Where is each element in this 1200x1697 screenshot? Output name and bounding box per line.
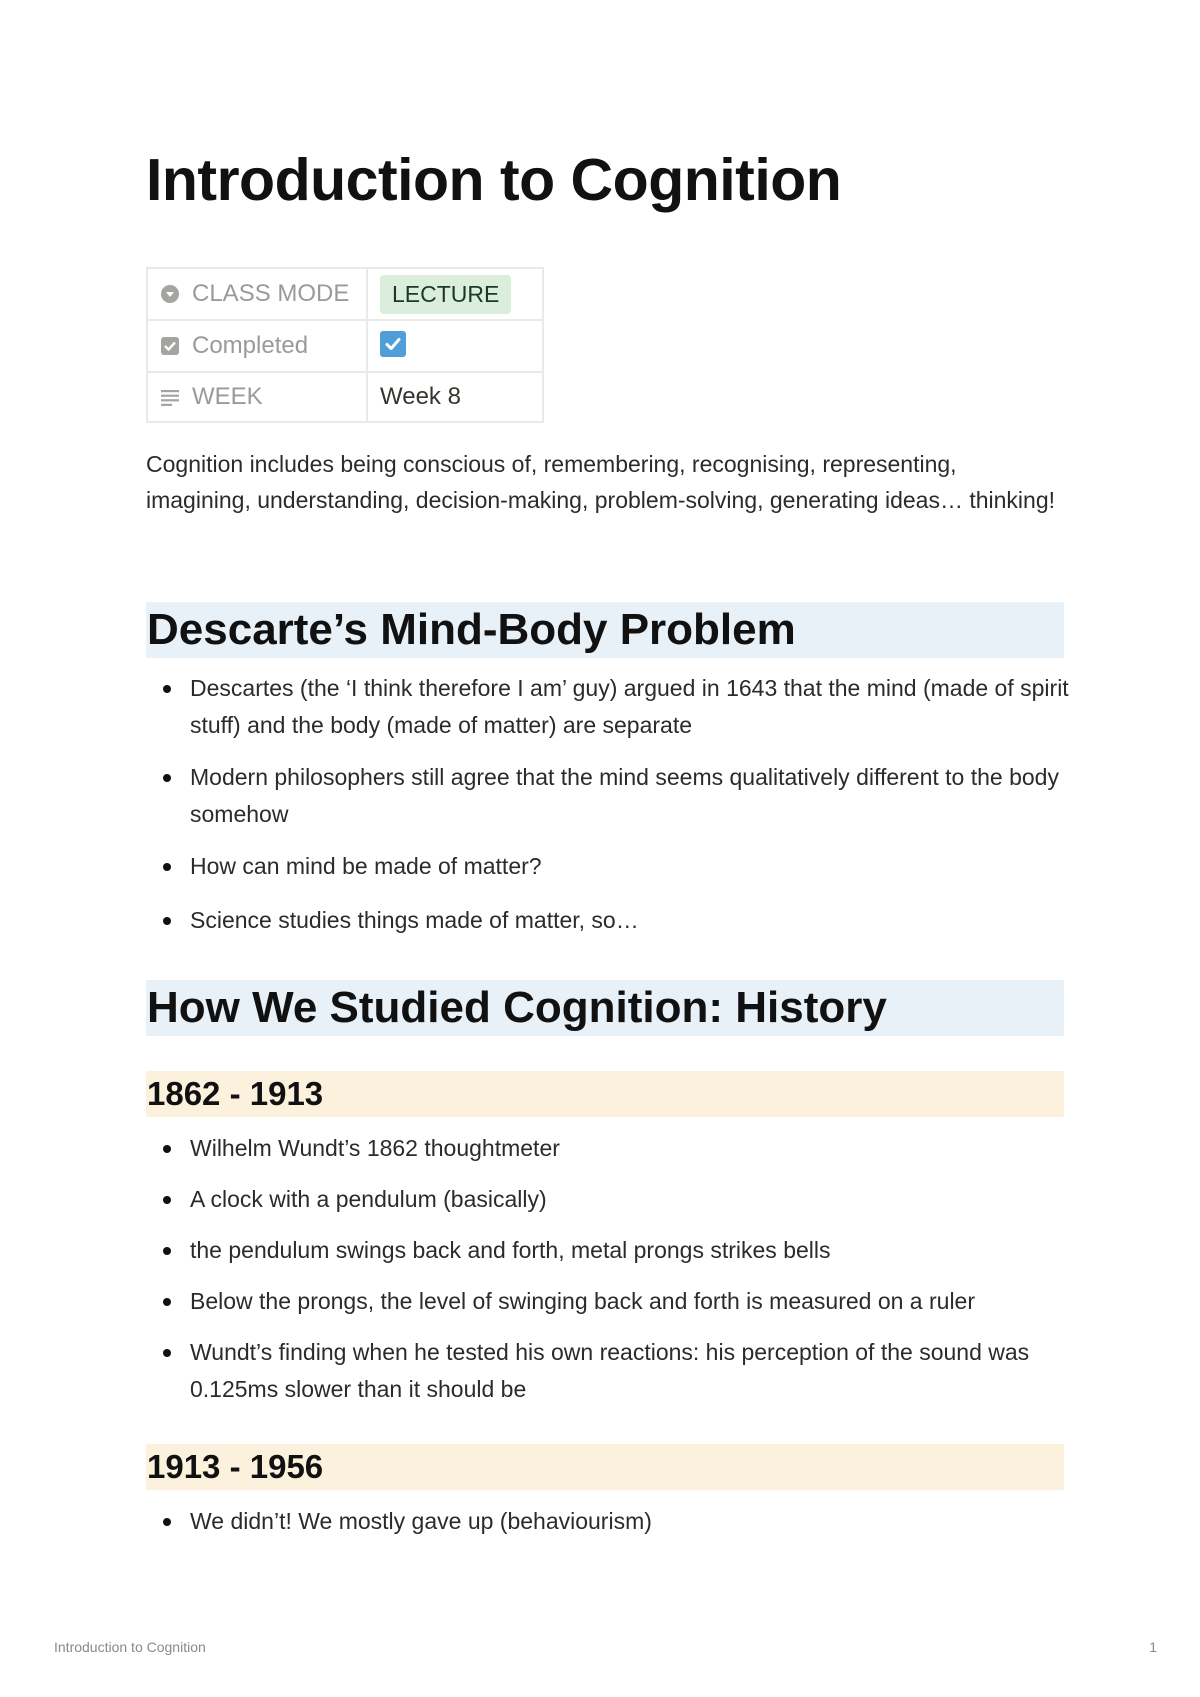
heading-period-1862-1913: 1862 - 1913 <box>146 1071 1064 1117</box>
list-item: Wilhelm Wundt’s 1862 thoughtmeter <box>146 1130 1076 1167</box>
property-label: CLASS MODE <box>192 280 350 307</box>
page-title: Introduction to Cognition <box>146 147 842 213</box>
list-item: We didn’t! We mostly gave up (behaviourism) <box>146 1503 1076 1540</box>
list-item: Science studies things made of matter, so… <box>146 902 1076 939</box>
property-row-week <box>147 372 543 422</box>
period-1862-bullet-list <box>146 1130 1076 1423</box>
checkbox-icon <box>160 336 180 356</box>
property-row-class-mode <box>147 268 543 320</box>
list-item: Wundt’s finding when he tested his own reactions: his perception of the sound was 0.125ms slower than it should be <box>146 1334 1076 1408</box>
list-item: Descartes (the ‘I think therefore I am’ guy) argued in 1643 that the mind (made of spirit stuff) and the body (made of matter) are separate <box>146 670 1076 744</box>
heading-mind-body-problem: Descarte’s Mind-Body Problem <box>146 602 1064 658</box>
properties-table <box>146 267 544 423</box>
property-label: Completed <box>192 332 309 359</box>
period-1913-bullet-list <box>146 1503 1076 1555</box>
list-item: the pendulum swings back and forth, metal prongs strikes bells <box>146 1232 1076 1269</box>
mind-body-bullet-list <box>146 670 1076 954</box>
list-item: A clock with a pendulum (basically) <box>146 1181 1076 1218</box>
property-value-class-mode[interactable] <box>367 268 543 320</box>
property-key-week <box>147 372 367 422</box>
property-value-completed <box>367 320 543 372</box>
select-icon <box>160 284 180 304</box>
list-item: Below the prongs, the level of swinging back and forth is measured on a ruler <box>146 1283 1076 1320</box>
property-row-completed <box>147 320 543 372</box>
property-value-week[interactable]: Week 8 <box>367 372 543 422</box>
list-item: Modern philosophers still agree that the mind seems qualitatively different to the body somehow <box>146 759 1076 833</box>
heading-period-1913-1956: 1913 - 1956 <box>146 1444 1064 1490</box>
lecture-tag[interactable]: LECTURE <box>380 275 511 314</box>
property-label: WEEK <box>192 383 263 410</box>
intro-paragraph: Cognition includes being conscious of, remembering, recognising, representing, imagining, understanding, decision-making, problem-solving, generating ideas… thinking! <box>146 451 1056 513</box>
property-key-class-mode <box>147 268 367 320</box>
footer-page-number: 1 <box>1149 1639 1157 1655</box>
text-lines-icon <box>160 387 180 407</box>
property-key-completed <box>147 320 367 372</box>
heading-history: How We Studied Cognition: History <box>146 980 1064 1036</box>
checkmark-icon <box>383 334 403 354</box>
footer-title: Introduction to Cognition <box>54 1639 206 1655</box>
list-item: How can mind be made of matter? <box>146 848 1076 885</box>
completed-checkbox[interactable] <box>380 331 406 357</box>
